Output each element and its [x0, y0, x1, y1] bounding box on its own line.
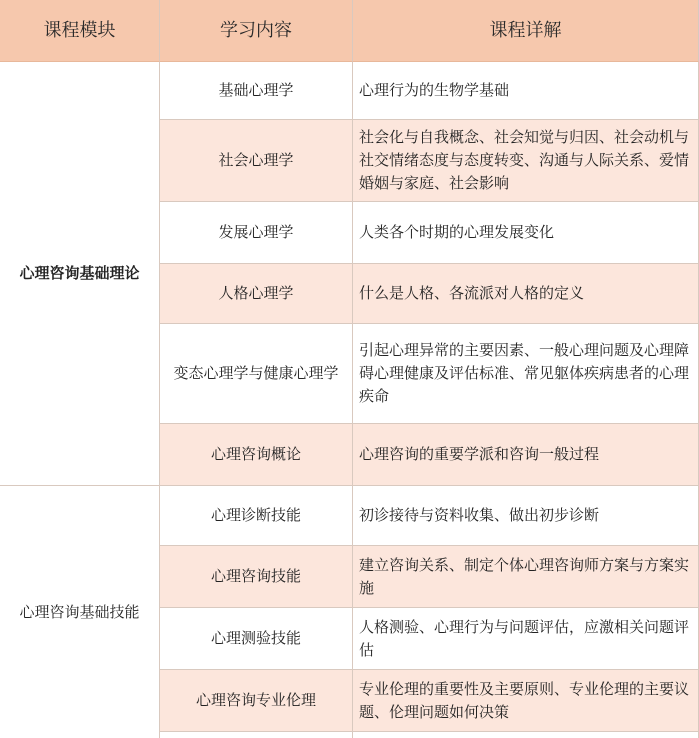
content-cell: 心理测验技能	[160, 608, 353, 670]
detail-cell: 心理行为的生物学基础	[353, 62, 699, 120]
content-cell: 发展心理学	[160, 202, 353, 264]
content-cell: 心理咨询技能	[160, 546, 353, 608]
header-detail: 课程详解	[353, 0, 699, 62]
module-cell: 心理咨询基础理论	[0, 62, 160, 486]
table-row-cut	[160, 732, 353, 738]
content-cell: 人格心理学	[160, 264, 353, 324]
detail-cell: 社会化与自我概念、社会知觉与归因、社会动机与社交情绪态度与态度转变、沟通与人际关系、爱情婚姻与家庭、社会影响	[353, 120, 699, 202]
detail-cell: 初诊接待与资料收集、做出初步诊断	[353, 486, 699, 546]
detail-cell: 心理咨询的重要学派和咨询一般过程	[353, 424, 699, 486]
detail-cell: 什么是人格、各流派对人格的定义	[353, 264, 699, 324]
detail-cell: 建立咨询关系、制定个体心理咨询师方案与方案实施	[353, 546, 699, 608]
detail-cell: 专业伦理的重要性及主要原则、专业伦理的主要议题、伦理问题如何决策	[353, 670, 699, 732]
content-cell: 变态心理学与健康心理学	[160, 324, 353, 424]
module-cell: 心理咨询基础技能	[0, 486, 160, 738]
content-cell: 基础心理学	[160, 62, 353, 120]
header-module: 课程模块	[0, 0, 160, 62]
content-cell: 心理咨询概论	[160, 424, 353, 486]
content-cell: 心理诊断技能	[160, 486, 353, 546]
detail-cell: 引起心理异常的主要因素、一般心理问题及心理障碍心理健康及评估标准、常见躯体疾病患者的心理疾命	[353, 324, 699, 424]
detail-cell: 人格测验、心理行为与问题评估，应激相关问题评估	[353, 608, 699, 670]
content-cell: 心理咨询专业伦理	[160, 670, 353, 732]
detail-cell: 人类各个时期的心理发展变化	[353, 202, 699, 264]
content-cell: 社会心理学	[160, 120, 353, 202]
header-content: 学习内容	[160, 0, 353, 62]
table-row-cut	[353, 732, 699, 738]
